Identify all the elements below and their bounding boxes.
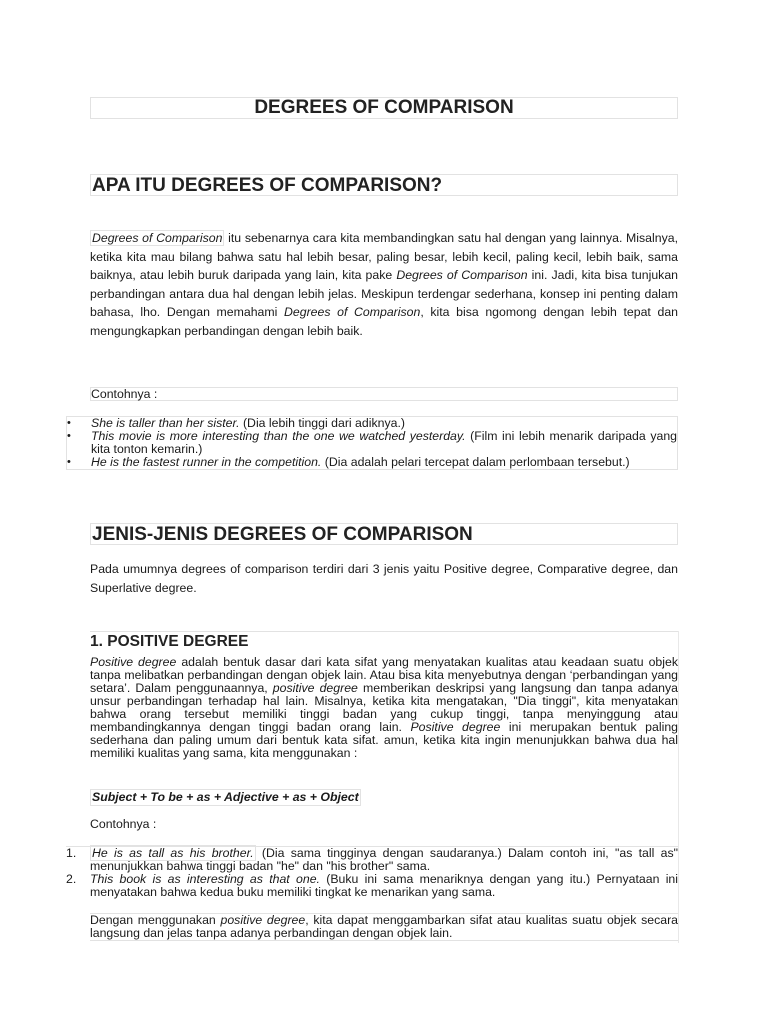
page-title: DEGREES OF COMPARISON [90,97,678,119]
examples-label: Contohnya : [90,387,678,401]
positive-degree-formula: Subject + To be + as + Adjective + as + Object [92,790,359,804]
positive-degree-heading: 1. POSITIVE DEGREE [90,631,678,652]
list-item: 2. This book is as interesting as that one. (Buku ini sama menariknya dengan yang itu.) Pernyataan ini menyatakan bahwa kedua buku memiliki tingkat ke menarikan yang sama. [66,872,678,899]
types-intro-container [90,560,678,597]
positive-examples-list [66,846,678,899]
section-border [678,631,679,943]
list-item: • He is the fastest runner in the competition. (Dia adalah pelari tercepat dalam perlombaan tersebut.) [67,456,677,469]
list-item: • She is taller than her sister. (Dia lebih tinggi dari adiknya.) [67,417,677,430]
list-item: • This movie is more interesting than the one we watched yesterday. (Film ini lebih menarik daripada yang kita tonton kemarin.) [67,430,677,456]
list-item: 1. He is as tall as his brother. (Dia sama tingginya dengan saudaranya.) Dalam contoh ini, "as tall as" menunjukkan bahwa tinggi badan "he" dan "his brother" sama. [66,846,678,873]
intro-paragraph: Degrees of Comparison itu sebenarnya cara kita membandingkan satu hal dengan yang lainnya. Misalnya, ketika kita mau bilang bahwa satu hal lebih besar, paling besar, lebih kecil, paling kecil, lebih baik, sama baiknya, atau lebih buruk daripada yang lain, kita pake Degrees of Comparison ini. Jadi, kita bisa tunjukan perbandingan antara dua hal dengan lebih jelas. Meskipun terdengar sederhana, konsep ini penting dalam bahasa, lho. Dengan memahami Degrees of Comparison, kita bisa ngomong dengan lebih tepat dan mengungkapkan perbandingan dengan lebih baik. [90,231,678,338]
section-heading-what-is: APA ITU DEGREES OF COMPARISON? [90,174,678,196]
term-degrees-of-comparison: Degrees of Comparison [396,268,528,282]
comparison-examples-list [66,416,678,470]
term-degrees-of-comparison: Degrees of Comparison [284,305,421,319]
types-intro-paragraph: Pada umumnya degrees of comparison terdiri dari 3 jenis yaitu Positive degree, Comparative degree, dan Superlative degree. [90,562,678,595]
positive-degree-paragraph: Positive degree adalah bentuk dasar dari kata sifat yang menyatakan kualitas atau keadaan suatu objek tanpa melibatkan perbandingan dengan objek lain. Atau bisa kita menyebutnya dengan ‘perbandingan yang setara’. Dalam penggunaannya, positive degree memberikan deskripsi yang langsung dan tanpa adanya unsur perbandingan terhadap hal lain. Misalnya, ketika kita mengatakan, "Dia tinggi", kita menyatakan bahwa orang tersebut memiliki tinggi badan yang cukup tinggi, tanpa menyinggung atau membandingkannya dengan tinggi badan orang lain. Positive degree ini merupakan bentuk paling sederhana dan paling umum dari bentuk kata sifat. amun, ketika kita ingin menunjukkan bahwa dua hal memiliki kualitas yang sama, kita menggunakan : [90,655,678,760]
intro-paragraph-container [90,229,678,340]
positive-degree-closing: Dengan menggunakan positive degree, kita dapat menggambarkan sifat atau kualitas suatu objek secara langsung dan jelas tanpa adanya perbandingan dengan objek lain. [90,913,678,940]
examples-label: Contohnya : [90,817,157,831]
section-heading-types: JENIS-JENIS DEGREES OF COMPARISON [90,523,678,545]
term-degrees-of-comparison: Degrees of Comparison [92,231,223,245]
